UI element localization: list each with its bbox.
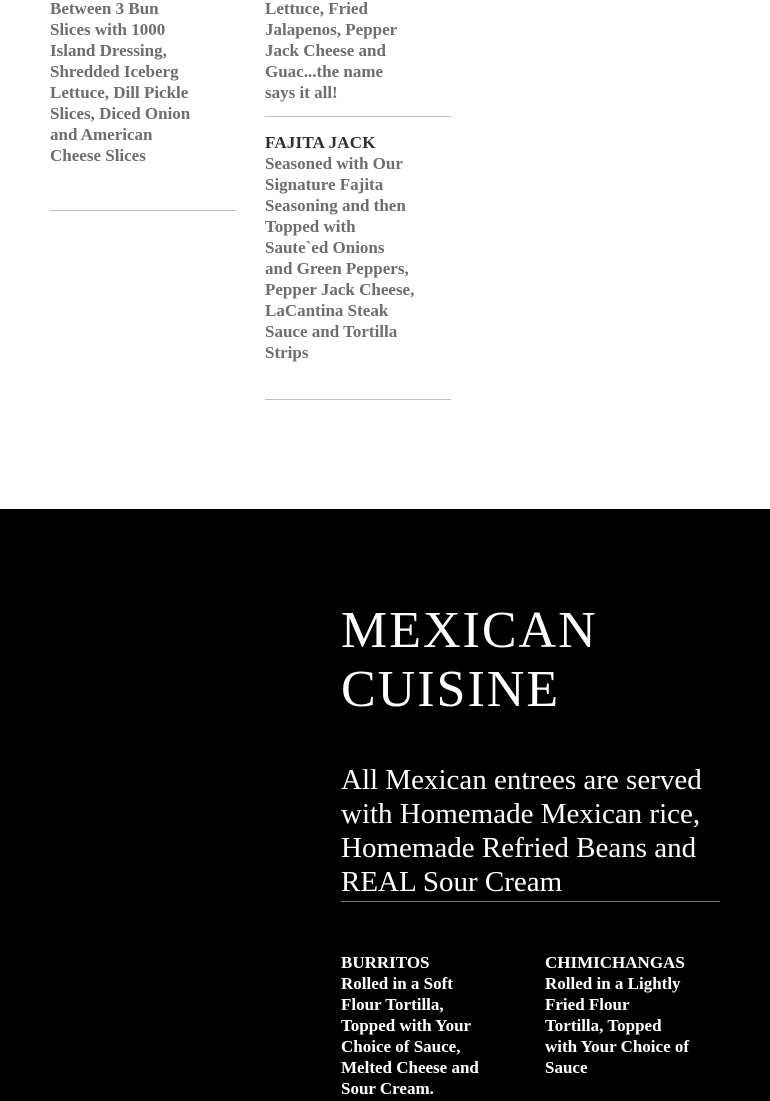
menu-item-description: Rolled in a Soft Flour Tortilla, Topped with Your Choice of Sauce, Melted Cheese and Sour Cream. xyxy=(341,974,479,1098)
menu-divider xyxy=(265,399,451,400)
menu-item-burritos xyxy=(341,952,486,1099)
menu-item-name: CHIMICHANGAS xyxy=(545,953,685,972)
mexican-cuisine-section xyxy=(0,509,770,1101)
menu-divider xyxy=(265,116,451,117)
burger-menu-section xyxy=(0,0,770,509)
section-title: MEXICAN CUISINE xyxy=(341,602,598,718)
menu-item-col2-first xyxy=(265,0,413,103)
menu-item-chimichangas xyxy=(545,952,690,1078)
menu-item-description: Lettuce, Fried Jalapenos, Pepper Jack Cheese and Guac...the name says it all! xyxy=(265,0,397,102)
menu-item-col1 xyxy=(50,0,202,166)
menu-item-fajita-jack xyxy=(265,132,415,363)
menu-divider xyxy=(50,210,236,211)
menu-item-name: FAJITA JACK xyxy=(265,133,376,152)
section-divider xyxy=(341,901,720,902)
menu-item-description: Seasoned with Our Signature Fajita Seasoning and then Topped with Saute`ed Onions and Green Peppers, Pepper Jack Cheese, LaCantina Steak Sauce and Tortilla Strips xyxy=(265,154,415,362)
section-note: All Mexican entrees are served with Homemade Mexican rice, Homemade Refried Beans and REAL Sour Cream xyxy=(341,764,702,898)
menu-item-description: Between 3 Bun Slices with 1000 Island Dressing, Shredded Iceberg Lettuce, Dill Pickle Slices, Diced Onion and American Cheese Slices xyxy=(50,0,191,165)
menu-item-description: Rolled in a Lightly Fried Flour Tortilla, Topped with Your Choice of Sauce xyxy=(545,974,690,1077)
menu-item-name: BURRITOS xyxy=(341,953,430,972)
